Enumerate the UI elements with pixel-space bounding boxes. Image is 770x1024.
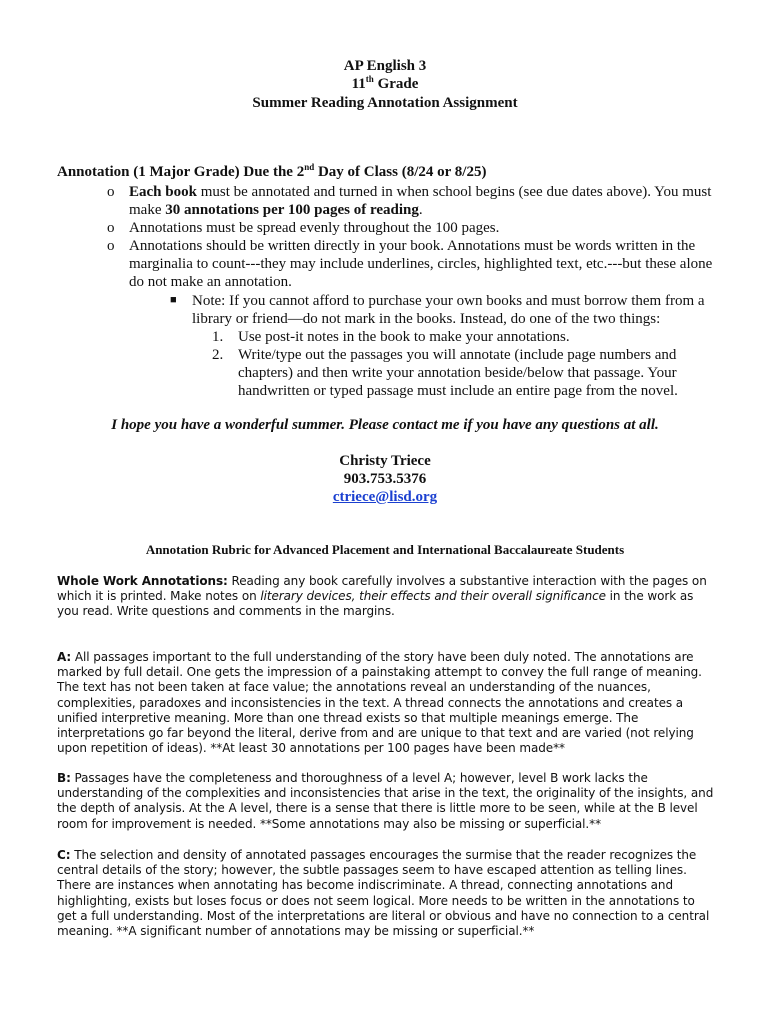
paragraph-text: Reading any book carefully involves a substantive interaction with the pages on which it is printed. Make notes on	[57, 574, 707, 604]
item-text: .	[418, 202, 423, 218]
step-text: Use post-it notes in the book to make your annotations.	[238, 329, 570, 345]
paragraph-text: Passages have the completeness and thoroughness of a level A; however, level B work lacks the understanding of the complexities and inconsistencies that arise in the text, the originality of the insights, and the depth of analysis. At the A level, there is a sense that there is little more to be seen, while at the B level room for improvement is needed. **Some annotations may also be missing or superficial.**	[57, 771, 714, 831]
grade-label: C:	[57, 848, 71, 862]
annotation-heading	[57, 163, 737, 181]
heading-suffix: nd	[304, 162, 315, 172]
paragraph-text: All passages important to the full understanding of the story have been duly noted. The annotations are marked by full detail. One gets the impression of a painstaking attempt to convey the full range of meaning. The text has not been taken at face value; the annotations reveal an understanding of the nuances, complexities, paradoxes and inconsistencies in the text. A thread connects the annotations and creates a unified interpretive meaning. More than one thread exists so that multiple meanings emerge. The interpretations go far beyond the literal, derive from and are unique to that text and are varied (not relying upon repetition of ideas). **At least 30 annotations per 100 pages have been made**	[57, 650, 702, 756]
phone-number: 903.753.5376	[343, 471, 427, 487]
paragraph-text: in the work as you read. Write questions and comments in the margins.	[57, 589, 694, 619]
heading-text: Annotation (1 Major Grade) Due the 2	[57, 164, 305, 180]
grade-suffix: th	[365, 74, 374, 84]
heading-date: Day of Class (8/24 or 8/25)	[314, 164, 487, 180]
grade-number: 11	[351, 76, 366, 92]
grade-c-paragraph	[57, 848, 717, 939]
bullet: o	[107, 220, 115, 236]
grade-b-paragraph	[57, 771, 717, 832]
grade-a-paragraph	[57, 650, 717, 756]
step-number: 2.	[212, 347, 224, 363]
teacher-name: Christy Triece	[339, 453, 431, 469]
paragraph-label: Whole Work Annotations:	[57, 574, 228, 588]
step-text: Write/type out the passages you will annotate (include page numbers and chapters) and then write your annotation beside/below that passage. Your handwritten or typed passage must include an entire page from the novel.	[238, 347, 678, 399]
course-title: AP English 3	[343, 58, 427, 74]
step-number: 1.	[212, 329, 224, 345]
item-text: Annotations must be spread evenly throughout the 100 pages.	[129, 220, 500, 236]
whole-work-paragraph	[57, 574, 717, 620]
emphasis: Each book	[129, 184, 197, 200]
assignment-title: Summer Reading Annotation Assignment	[252, 95, 518, 111]
item-text: Annotations should be written directly in your book. Annotations must be words written in the marginalia to count---they may include underlines, circles, highlighted text, etc.---but these alone do not make an annotation.	[129, 238, 713, 290]
list-item	[212, 328, 712, 346]
note-text: Note: If you cannot afford to purchase your own books and must borrow them from a library or friend—do not mark in the books. Instead, do one of the two things:	[192, 293, 705, 327]
list-item	[212, 346, 712, 400]
list-item	[170, 292, 730, 328]
emphasis: 30 annotations per 100 pages of reading	[165, 202, 419, 218]
list-item	[103, 219, 723, 237]
contact-block	[0, 452, 770, 506]
numbered-list	[212, 328, 712, 400]
grade-label: B:	[57, 771, 71, 785]
grade-line	[0, 75, 770, 94]
square-bullet-icon: ■	[170, 294, 177, 306]
list-item	[103, 237, 723, 291]
bullet: o	[107, 238, 115, 254]
note-list	[170, 292, 730, 328]
italic-phrase: literary devices, their effects and their overall significance	[260, 589, 606, 604]
item-text: must be annotated and turned in when school begins (see due dates above). You must make	[129, 184, 712, 218]
grade-label: Grade	[373, 76, 419, 92]
bullet: o	[107, 184, 115, 200]
closing-message: I hope you have a wonderful summer. Please contact me if you have any questions at all.	[111, 417, 659, 433]
requirements-list	[103, 183, 723, 291]
list-item	[103, 183, 723, 219]
document-header	[0, 57, 770, 113]
rubric-title: Annotation Rubric for Advanced Placement and International Baccalaureate Students	[145, 542, 625, 557]
grade-label: A:	[57, 650, 72, 664]
paragraph-text: The selection and density of annotated passages encourages the surmise that the reader recognizes the central details of the story; however, the subtle passages seem to have escaped attention as telling lines. There are instances when annotating has become indiscriminate. A thread, connecting annotations and highlighting, exists but loses focus or does not seem logical. More needs to be written in the annotations to get a full understanding. Most of the interpretations are literal or obvious and have no connection to a central meaning. **A significant number of annotations may be missing or superficial.**	[57, 848, 710, 939]
email-link[interactable]: ctriece@lisd.org	[332, 489, 438, 505]
